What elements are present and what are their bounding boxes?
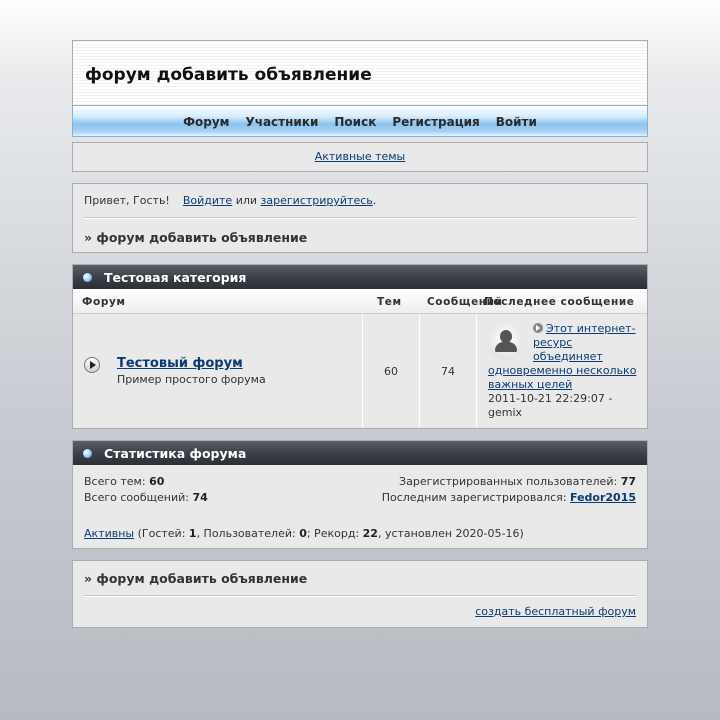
last-registered xyxy=(382,491,636,504)
forum-cell xyxy=(73,314,362,428)
stats-block xyxy=(72,440,648,549)
footer-breadcrumb: » форум добавить объявление xyxy=(84,571,308,586)
registered-label: Зарегистрированных пользователей: xyxy=(399,475,618,488)
total-topics xyxy=(84,475,164,488)
online-line xyxy=(84,527,524,540)
col-last-post: Последнее сообщение xyxy=(484,296,635,308)
category-header xyxy=(73,265,647,289)
topics-count: 60 xyxy=(362,314,419,428)
category-title: Тестовая категория xyxy=(104,269,247,285)
divider xyxy=(84,595,636,597)
nav-forum[interactable]: Форум xyxy=(183,115,230,129)
forum-link[interactable]: Тестовый форум xyxy=(117,356,243,371)
stats-body xyxy=(73,465,647,549)
nav-login[interactable]: Войти xyxy=(495,115,537,129)
nav-register[interactable]: Регистрация xyxy=(392,115,480,129)
forum-description: Пример простого форума xyxy=(117,373,266,386)
site-header xyxy=(72,40,648,106)
col-forum: Форум xyxy=(82,296,126,308)
last-post-link[interactable]: Этот интернет-ресурс объединяет одновременно несколько важных целей xyxy=(488,322,637,391)
column-headers xyxy=(73,289,647,314)
forum-status-icon xyxy=(84,357,100,373)
last-post-author: gemix xyxy=(488,406,523,419)
users-label: , Пользователей: xyxy=(196,527,300,540)
greeting-text: Привет, Гость! xyxy=(84,194,170,207)
total-posts-value: 74 xyxy=(192,491,208,504)
record-value: 22 xyxy=(362,527,378,540)
users-value: 0 xyxy=(299,527,307,540)
registered-value: 77 xyxy=(620,475,636,488)
col-posts: Сообщений xyxy=(427,296,503,308)
forum-row xyxy=(73,314,647,428)
main-nav xyxy=(72,105,648,137)
category-block xyxy=(72,264,648,429)
guests-label: (Гостей: xyxy=(134,527,189,540)
create-forum-row xyxy=(84,605,636,618)
page-title: форум добавить объявление xyxy=(85,65,372,85)
total-posts xyxy=(84,491,208,504)
nav-search[interactable]: Поиск xyxy=(334,115,377,129)
stats-title: Статистика форума xyxy=(104,445,247,461)
avatar xyxy=(488,324,524,360)
go-to-post-icon[interactable] xyxy=(533,323,543,333)
record-date: , установлен 2020-05-16) xyxy=(377,527,524,540)
welcome-panel xyxy=(72,183,648,253)
active-topics-link[interactable]: Активные темы xyxy=(314,150,406,163)
last-post-cell xyxy=(476,314,648,428)
online-users-link[interactable]: Активны xyxy=(84,527,135,540)
greeting-line xyxy=(84,194,636,207)
record-label: ; Рекорд: xyxy=(306,527,363,540)
stats-header xyxy=(73,441,647,465)
or-text: или xyxy=(235,194,258,207)
posts-count: 74 xyxy=(419,314,476,428)
footer-panel xyxy=(72,560,648,628)
active-topics-bar xyxy=(72,142,648,172)
total-topics-label: Всего тем: xyxy=(84,475,146,488)
col-topics: Тем xyxy=(377,296,402,308)
period-text: . xyxy=(372,194,377,207)
last-registered-user-link[interactable]: Fedor2015 xyxy=(570,491,636,504)
divider xyxy=(84,217,636,219)
registered-users xyxy=(399,475,636,488)
total-topics-value: 60 xyxy=(149,475,165,488)
guests-value: 1 xyxy=(188,527,197,540)
bullet-icon xyxy=(83,449,92,458)
nav-members[interactable]: Участники xyxy=(245,115,319,129)
bullet-icon xyxy=(83,273,92,282)
login-link[interactable]: Войдите xyxy=(182,194,233,207)
create-free-forum-link[interactable]: создать бесплатный форум xyxy=(475,605,636,618)
last-post-date: 2011-10-21 22:29:07 - xyxy=(488,392,613,405)
last-registered-label: Последним зарегистрировался: xyxy=(381,491,567,504)
total-posts-label: Всего сообщений: xyxy=(84,491,189,504)
register-link[interactable]: зарегистрируйтесь xyxy=(260,194,373,207)
breadcrumb: » форум добавить объявление xyxy=(84,230,308,245)
